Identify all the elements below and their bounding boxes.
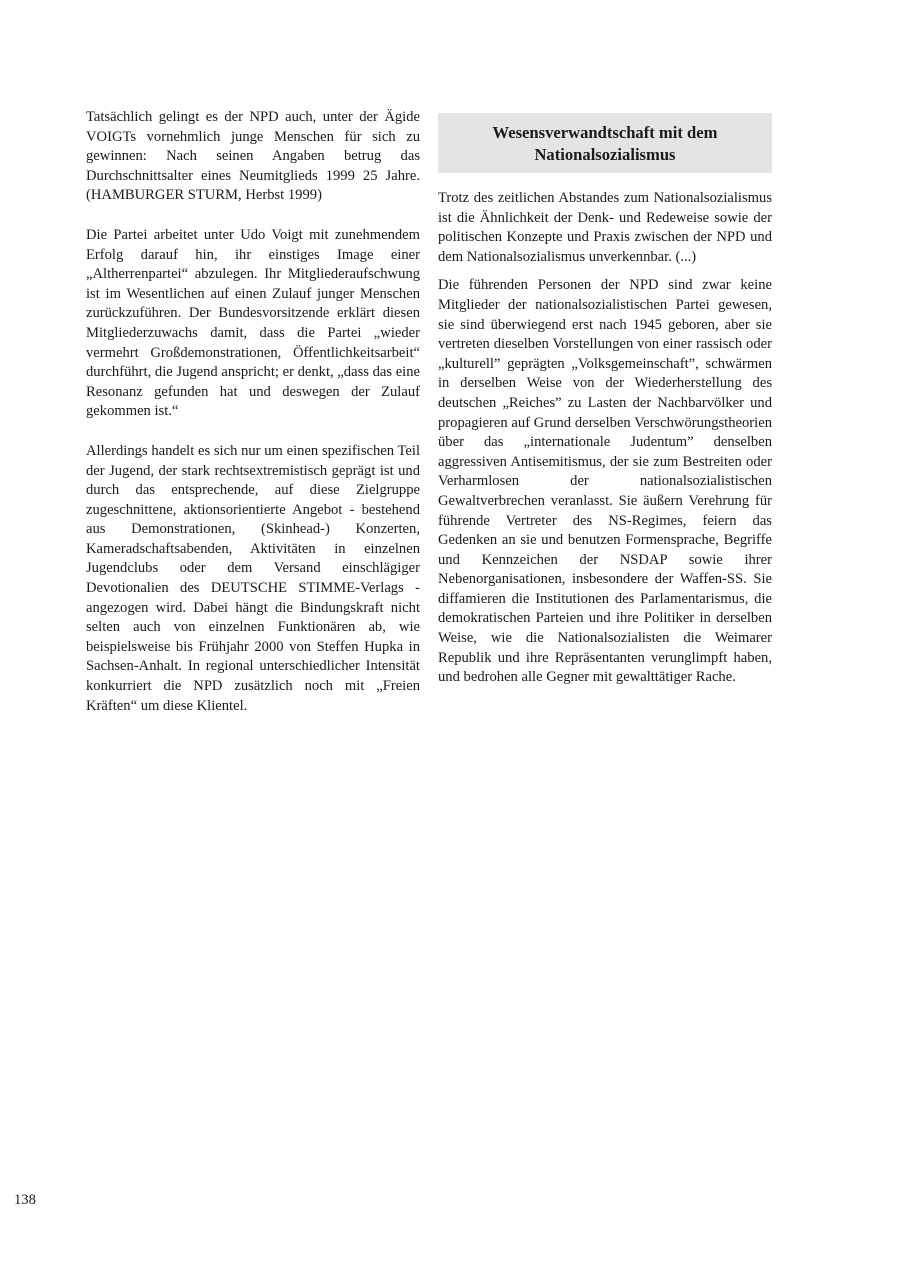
paragraph-similarity: Trotz des zeitlichen Abstandes zum Nationalsozialismus ist die Ähnlichkeit der Denk- und Redeweise sowie der politischen Konzepte und Praxis zwischen der NPD und dem Nationalsozialismus unverkennbar. (...) [438, 190, 772, 265]
right-column [438, 108, 772, 688]
section-heading: Wesensverwandtschaft mit dem Nationalsozialismus [438, 113, 772, 173]
page-number: 138 [14, 1192, 36, 1208]
paragraph-party-image: Die Partei arbeitet unter Udo Voigt mit zunehmendem Erfolg darauf hin, ihr einstiges Image einer „Altherrenpartei“ abzulegen. Ihr Mitgliederaufschwung ist im Wesentlichen auf einen Zulauf junger Menschen zurückzuführen. Der Bundesvorsitzende erklärt diesen Mitgliederzuwachs damit, dass die Partei „wieder vermehrt Großdemonstrationen, Öffentlichkeitsarbeit“ durchführt, die Jugend anspricht; er denkt, „dass das eine Resonanz gefunden hat und deswegen der Zulauf gekommen ist.“ [86, 226, 420, 420]
paragraph-npd-youth-recruitment: Tatsächlich gelingt es der NPD auch, unter der Ägide VOIGTs vornehmlich junge Menschen für sich zu gewinnen: Nach seinen Angaben betrug das Durchschnittsalter eines Neumitglieds 1999 25 Jahre. (HAMBURGER STURM, Herbst 1999) [86, 109, 420, 204]
left-column [86, 108, 420, 716]
paragraph-youth-segment: Allerdings handelt es sich nur um einen spezifischen Teil der Jugend, der stark rechtsextremistisch geprägt ist und durch das entsprechende, auf diese Zielgruppe zugeschnittene, aktionsorientierte Angebot - bestehend aus Demonstrationen, (Skinhead-) Konzerten, Kameradschaftsabenden, Aktivitäten in einzelnen Jugendclubs oder dem Versand einschlägiger Devotionalien des DEUTSCHE STIMME-Verlags - angezogen wird. Dabei hängt die Bindungskraft nicht selten auch von einzelnen Funktionären ab, wie beispielsweise bis Frühjahr 2000 von Steffen Hupka in Sachsen-Anhalt. In regional unterschiedlicher Intensität konkurriert die NPD zusätzlich noch mit „Freien Kräften“ um diese Klientel. [86, 442, 420, 714]
paragraph-leading-persons: Die führenden Personen der NPD sind zwar keine Mitglieder der nationalsozialistischen Partei gewesen, sie sind überwiegend erst nach 1945 geboren, aber sie vertreten dieselben Vorstellungen von einer rassisch oder „kulturell” geprägten „Volksgemeinschaft”, schwärmen in derselben Weise von der Wiederherstellung des deutschen „Reiches” zu Lasten der Nachbarvölker und propagieren auf Grund derselben Verschwörungstheorien über das „internationale Judentum” denselben aggressiven Antisemitismus, der sie zum Bestreiten oder Verharmlosen der nationalsozialistischen Gewaltverbrechen veranlasst. Sie äußern Verehrung für führende Vertreter des NS-Regimes, feiern das Gedenken an sie und benutzen Formensprache, Begriffe und Kennzeichen der NSDAP sowie ihrer Nebenorganisationen, insbesondere der Waffen-SS. Sie diffamieren die Institutionen des Parlamentarismus, die demokratischen Parteien und ihre Politiker in derselben Weise, wie die Nationalsozialisten die Weimarer Republik und ihre Repräsentanten verunglimpft haben, und bedrohen alle Gegner mit gewalttätiger Rache. [438, 277, 772, 686]
